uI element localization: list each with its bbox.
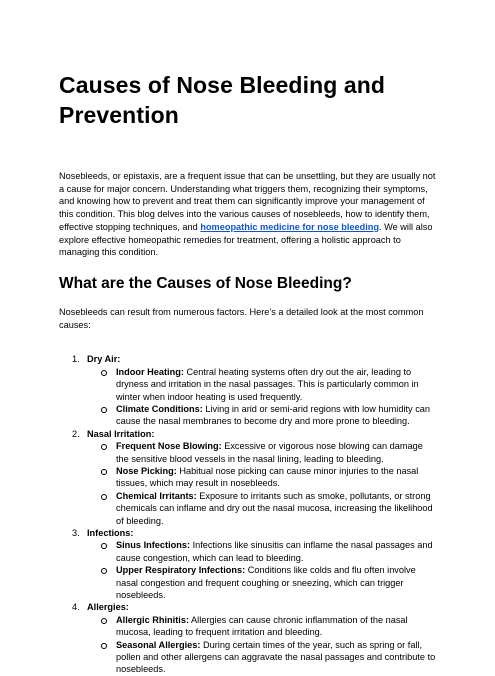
page-title: Causes of Nose Bleeding and Prevention — [59, 72, 386, 128]
cause-detail-term: Seasonal Allergies: — [116, 639, 201, 650]
hollow-circle-bullet-icon — [101, 407, 107, 413]
homeopathic-medicine-link[interactable]: homeopathic medicine for nose bleeding — [200, 221, 379, 232]
hollow-circle-bullet-icon — [101, 618, 107, 624]
hollow-circle-bullet-icon — [101, 469, 107, 475]
cause-detail-text: Exposure to irritants such as smoke, pollutants, or strong chemicals can inflame and dry out the nasal mucosa, increasing the likelihood of bleeding. — [116, 490, 433, 526]
cause-detail-term: Nose Picking: — [116, 465, 177, 476]
cause-detail-term: Allergic Rhinitis: — [116, 614, 189, 625]
cause-number: 1. — [72, 354, 80, 365]
hollow-circle-bullet-icon — [101, 494, 107, 500]
cause-detail-text: Living in arid or semi-arid regions with low humidity can cause the nasal membranes to become dry and more prone to bleeding. — [116, 403, 431, 427]
cause-sublist — [87, 539, 437, 601]
cause-detail-text: Infections like sinusitis can inflame the nasal passages and cause congestion, which can lead to bleeding. — [116, 540, 433, 563]
cause-list-item — [59, 601, 437, 675]
cause-sublist — [87, 440, 437, 527]
cause-list-item — [59, 353, 437, 427]
cause-sublist — [87, 366, 437, 428]
cause-detail-item — [87, 564, 437, 601]
cause-number: 4. — [72, 602, 80, 613]
cause-detail-term: Climate Conditions: — [116, 403, 203, 414]
cause-detail-item — [87, 403, 437, 428]
cause-number: 3. — [72, 528, 80, 539]
hollow-circle-bullet-icon — [101, 643, 107, 649]
section-lead-paragraph: Nosebleeds can result from numerous factors. Here’s a detailed look at the most common causes: — [59, 306, 424, 330]
hollow-circle-bullet-icon — [101, 568, 107, 574]
cause-detail-item — [87, 440, 437, 465]
cause-detail-item — [87, 490, 437, 527]
hollow-circle-bullet-icon — [101, 543, 107, 549]
cause-list-item — [59, 428, 437, 527]
cause-detail-item — [87, 539, 437, 564]
section-heading: What are the Causes of Nose Bleeding? — [59, 274, 352, 292]
hollow-circle-bullet-icon — [101, 370, 107, 376]
cause-detail-item — [87, 639, 437, 676]
cause-detail-term: Sinus Infections: — [116, 540, 191, 551]
cause-detail-term: Chemical Irritants: — [116, 490, 197, 501]
cause-detail-text: Conditions like colds and flu often involve nasal congestion and frequent coughing or sneezing, which can trigger nosebleeds. — [116, 565, 416, 601]
cause-category: Allergies: — [87, 602, 129, 613]
cause-sublist — [87, 614, 437, 676]
cause-category: Infections: — [87, 528, 134, 539]
cause-number: 2. — [72, 428, 80, 439]
cause-detail-term: Frequent Nose Blowing: — [116, 441, 222, 452]
intro-paragraph — [59, 170, 437, 259]
cause-category: Nasal Irritation: — [87, 428, 155, 439]
cause-detail-text: Central heating systems often dry out the air, leading to dryness and irritation in the nasal passages. This is particularly common in winter when indoor heating is used frequently. — [116, 366, 419, 402]
cause-category: Dry Air: — [87, 354, 121, 365]
cause-detail-term: Upper Respiratory Infections: — [116, 565, 246, 576]
causes-list — [59, 353, 437, 676]
cause-detail-text: During certain times of the year, such as spring or fall, pollen and other allergens can aggravate the nasal passages and contribute to nosebleeds. — [116, 639, 436, 675]
intro-text-after-link: . We will also explore effective homeopathic remedies for treatment, offering a holistic approach to managing this condition. — [59, 221, 433, 258]
cause-detail-item — [87, 366, 437, 403]
cause-detail-item — [87, 614, 437, 639]
cause-detail-text: Excessive or vigorous nose blowing can damage the sensitive blood vessels in the nasal lining, leading to bleeding. — [116, 441, 423, 464]
cause-detail-term: Indoor Heating: — [116, 366, 184, 377]
hollow-circle-bullet-icon — [101, 444, 107, 450]
cause-detail-item — [87, 465, 437, 490]
intro-text-before-link: Nosebleeds, or epistaxis, are a frequent issue that can be unsettling, but they are usually not a cause for major concern. Understanding what triggers them, recognizing their symptoms, and knowing how to prevent and treat them can significantly improve your management of this condition. This blog delves into the various causes of nosebleeds, how to identify them, effective stopping techniques, and — [59, 171, 436, 232]
cause-detail-text: Allergies can cause chronic inflammation of the nasal mucosa, leading to frequent irritation and bleeding. — [116, 614, 408, 638]
cause-list-item — [59, 527, 437, 601]
cause-detail-text: Habitual nose picking can cause minor injuries to the nasal tissues, which may result in nosebleeds. — [116, 465, 419, 489]
